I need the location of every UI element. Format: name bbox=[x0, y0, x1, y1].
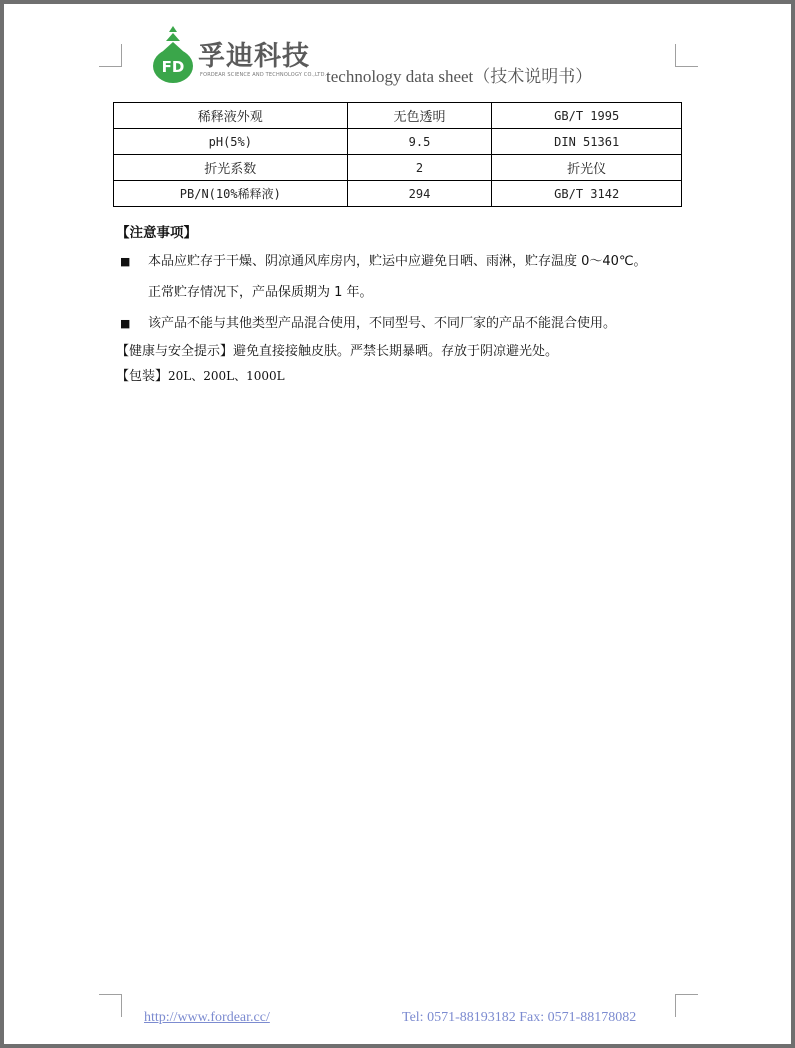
table-cell: 折光系数 bbox=[114, 155, 348, 181]
spec-table bbox=[113, 102, 682, 207]
table-cell: 折光仪 bbox=[492, 155, 682, 181]
packaging-text: 20L、200L、1000L bbox=[168, 369, 285, 383]
table-cell: GB/T 1995 bbox=[492, 103, 682, 129]
square-bullet-icon: ■ bbox=[120, 317, 131, 330]
contact-info: Tel: 0571-88193182 Fax: 0571-88178082 bbox=[402, 1010, 637, 1025]
square-bullet-icon: ■ bbox=[120, 255, 131, 268]
table-row bbox=[114, 129, 682, 155]
shelf-life-text: 正常贮存情况下，产品保质期为 1 年。 bbox=[148, 285, 373, 300]
logo-letters: FD bbox=[161, 58, 185, 76]
list-item bbox=[116, 308, 696, 339]
packaging-paragraph bbox=[116, 364, 696, 389]
table-cell: pH(5%) bbox=[114, 129, 348, 155]
table-cell: PB/N(10%稀释液) bbox=[114, 181, 348, 207]
notes-heading: 【注意事项】 bbox=[116, 225, 197, 241]
table-cell: 稀释液外观 bbox=[114, 103, 348, 129]
packaging-label: 【包装】 bbox=[116, 369, 169, 384]
crop-mark-top-left bbox=[99, 44, 122, 67]
document-title: technology data sheet（技术说明书） bbox=[326, 67, 593, 86]
table-cell: 9.5 bbox=[347, 129, 492, 155]
mixing-note-text: 该产品不能与其他类型产品混合使用，不同型号、不同厂家的产品不能混合使用。 bbox=[148, 316, 617, 331]
logo-company-english: FORDEAR SCIENCE AND TECHNOLOGY CO.,LTD. bbox=[200, 72, 327, 78]
table-cell: 294 bbox=[347, 181, 492, 207]
drop-logo-icon bbox=[152, 24, 194, 84]
storage-note-text: 本品应贮存于干燥、阴凉通风库房内，贮运中应避免日晒、雨淋，贮存温度 0～40℃。 bbox=[148, 254, 647, 269]
list-item bbox=[116, 246, 696, 277]
crop-mark-bottom-left bbox=[99, 994, 122, 1017]
crop-mark-bottom-right bbox=[675, 994, 698, 1017]
crop-mark-top-right bbox=[675, 44, 698, 67]
website-link[interactable]: http://www.fordear.cc/ bbox=[144, 1010, 270, 1025]
table-cell: DIN 51361 bbox=[492, 129, 682, 155]
table-row bbox=[114, 181, 682, 207]
company-logo bbox=[152, 24, 332, 88]
table-row bbox=[114, 103, 682, 129]
table-cell: GB/T 3142 bbox=[492, 181, 682, 207]
notes-section bbox=[116, 220, 696, 389]
table-cell: 2 bbox=[347, 155, 492, 181]
health-safety-label: 【健康与安全提示】 bbox=[116, 344, 234, 359]
logo-company-name: 孚迪科技 bbox=[198, 41, 310, 72]
table-cell: 无色透明 bbox=[347, 103, 492, 129]
table-row bbox=[114, 155, 682, 181]
health-safety-text: 避免直接接触皮肤。严禁长期暴晒。存放于阴凉避光处。 bbox=[233, 344, 559, 359]
document-page bbox=[4, 4, 791, 1044]
health-safety-paragraph bbox=[116, 339, 696, 364]
